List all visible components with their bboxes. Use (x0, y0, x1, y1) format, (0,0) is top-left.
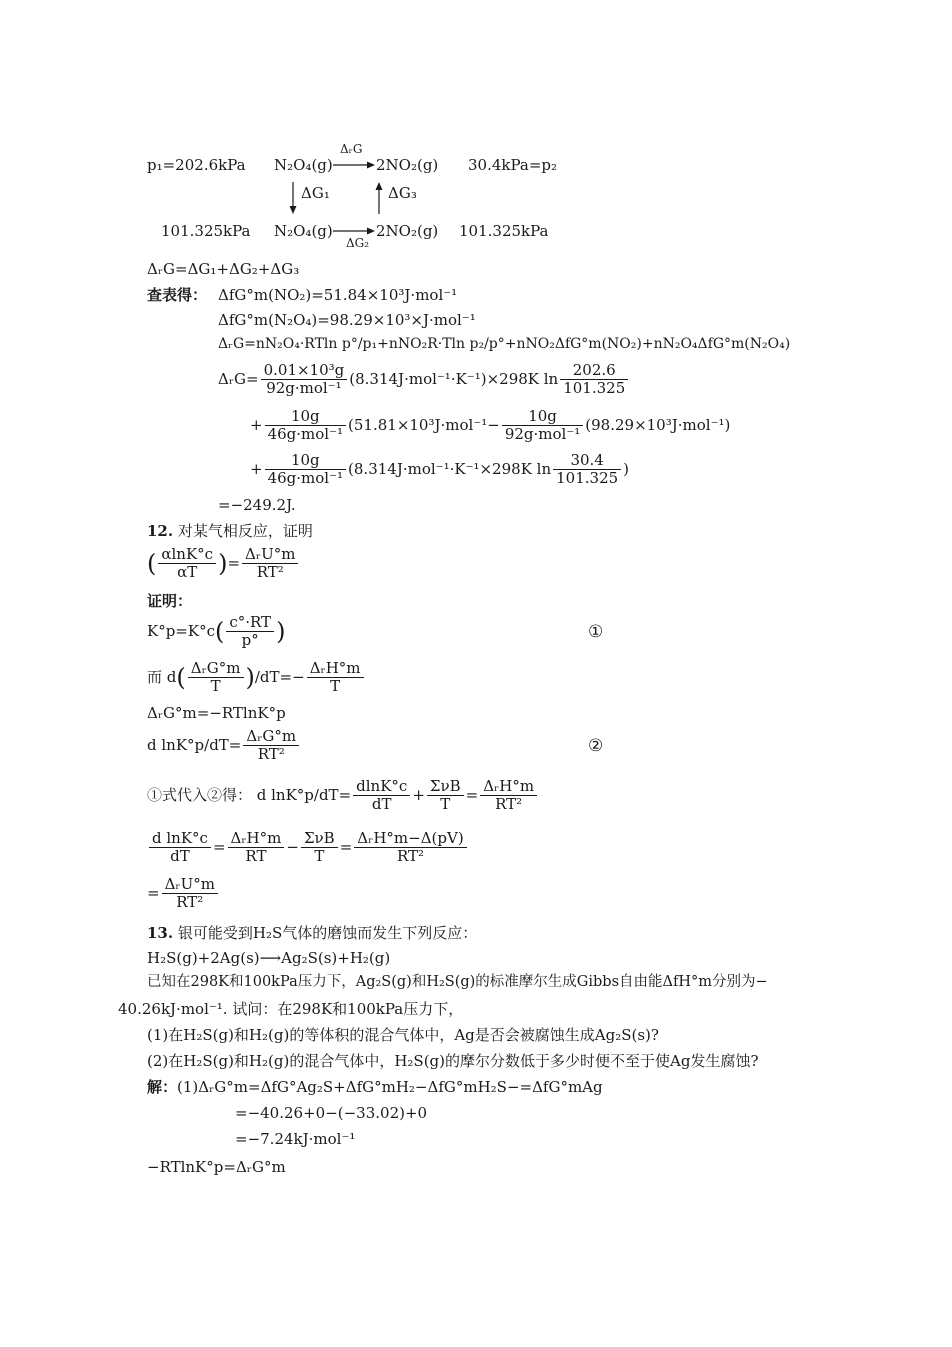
q13-ask-1: (1)在H₂S(g)和H₂(g)的等体积的混合气体中，Ag是否会被腐蚀生成Ag₂S(s)? (147, 1026, 659, 1044)
top-arrow (333, 160, 375, 170)
q12-title (147, 522, 313, 540)
claim-rhs-num: ΔᵣU°m (242, 546, 298, 564)
p2-label: 30.4kPa=p₂ (468, 156, 558, 174)
calc3-ln-fraction (553, 452, 621, 488)
eq4-num: ΔᵣG°m (243, 728, 299, 746)
eq6-num-3: ΣνB (301, 830, 338, 848)
q12-text: 对某气相反应，证明 (177, 522, 313, 540)
eq5-eq: = (465, 785, 479, 804)
result-line: =−249.2J. (218, 496, 296, 514)
eq5-rhs-num: ΔᵣH°m (480, 778, 537, 796)
eq2-den: T (210, 677, 221, 696)
calc2-num-2: 10g (502, 408, 583, 426)
calc3-fraction (265, 452, 346, 488)
eq2-mid: /dT=− (254, 667, 305, 686)
eq5-sum-fraction (427, 778, 464, 814)
eq6-den-3: T (314, 847, 325, 866)
q13-number: 13. (147, 924, 174, 942)
eq5-fraction (353, 778, 410, 814)
eq4-left: d lnK°p/dT= (147, 735, 242, 754)
q13-solution-4: −RTlnK°p=ΔᵣG°m (147, 1158, 286, 1176)
proof-eq2: 而 d( $\frac{\text{ΔᵣG°m}}{T}$ )/dT=− $\frac{\text{ΔᵣH°m}}{T}$ (147, 660, 366, 696)
claim-rhs-den: RT² (256, 563, 284, 582)
calc1-ln-fraction (560, 362, 628, 398)
calc1-mid: (8.314J·mol⁻¹·K⁻¹)×298K ln (349, 369, 559, 388)
calc2-plus: + (250, 415, 263, 434)
q13-solution-2: =−40.26+0−(−33.02)+0 (235, 1104, 428, 1122)
calc2-fraction-2 (502, 408, 583, 444)
eq5-sum-num: ΣνB (427, 778, 464, 796)
eq5-prefix: ①式代入②得： d lnK°p/dT= (147, 785, 352, 804)
claim-fraction (158, 546, 216, 582)
q13-text: 银可能受到H₂S气体的磨蚀而发生下列反应： (177, 924, 478, 942)
bottom-product: 2NO₂(g) (376, 222, 439, 240)
eq7-num: ΔᵣU°m (162, 876, 218, 894)
proof-eq6 (147, 830, 469, 866)
eq5-rhs-fraction (480, 778, 537, 814)
eq6-fraction-2 (228, 830, 285, 866)
claim-den: αT (158, 563, 216, 581)
eq6-den: dT (170, 847, 190, 866)
calc1-ln-num: 202.6 (560, 362, 628, 380)
eq5-num: dlnK°c (353, 778, 410, 796)
eq7-eq: = (147, 883, 160, 902)
claim-rhs-fraction (242, 546, 298, 582)
calc-line-2 (250, 408, 730, 444)
eq7-fraction (162, 876, 218, 912)
calc-line-1 (218, 362, 630, 398)
eq5-sum-den: T (440, 795, 451, 814)
proof-eq3: ΔᵣG°m=−RTlnK°p (147, 704, 286, 722)
calc2-end: (98.29×10³J·mol⁻¹) (585, 415, 731, 434)
eq6-den-4: RT² (396, 847, 424, 866)
claim-num: αlnK°c (161, 545, 214, 563)
sum-equation: ΔᵣG=ΔG₁+ΔG₂+ΔG₃ (147, 260, 300, 278)
eq6-fraction-4 (354, 830, 466, 866)
eq5-den: dT (371, 795, 392, 814)
marker-1: ① (588, 622, 604, 642)
calc-line-3 (250, 452, 629, 488)
eq5-plus: + (412, 785, 425, 804)
bottom-arrow-label: ΔG₂ (346, 236, 370, 250)
eq2-rhs-fraction (307, 660, 364, 696)
proof-eq5 (147, 778, 539, 814)
top-arrow-label: ΔᵣG (340, 142, 363, 156)
top-reactant: N₂O₄(g) (274, 156, 333, 174)
calc3-plus: + (250, 459, 263, 478)
calc1-num: 0.01×10³g (261, 362, 348, 380)
calc3-mid: (8.314J·mol⁻¹·K⁻¹×298K ln (348, 459, 552, 478)
eq2-num: ΔᵣG°m (188, 660, 244, 678)
eq1-fraction (226, 614, 274, 650)
q13-solution-3: =−7.24kJ·mol⁻¹ (235, 1130, 356, 1148)
calc2-fraction (265, 408, 346, 444)
eq5-rhs-den: RT² (495, 795, 523, 814)
p1-label: p₁=202.6kPa (147, 156, 246, 174)
top-product: 2NO₂(g) (376, 156, 439, 174)
bottom-p-right: 101.325kPa (459, 222, 549, 240)
eq6-minus: − (286, 837, 299, 856)
q13-known-2: 40.26kJ·mol⁻¹. 试问：在298K和100kPa压力下， (118, 1000, 464, 1018)
eq2-rhs-num: ΔᵣH°m (307, 660, 364, 678)
proof-label: 证明： (147, 592, 193, 610)
calc3-end: ) (623, 459, 630, 478)
down-arrow (288, 182, 298, 214)
eq6-num: d lnK°c (149, 830, 211, 848)
q13-title (147, 924, 477, 942)
proof-eq4 (147, 728, 301, 764)
bottom-p-left: 101.325kPa (161, 222, 251, 240)
bottom-arrow (333, 226, 375, 236)
eq6-fraction-3 (301, 830, 338, 866)
calc3-ln-den: 101.325 (556, 469, 619, 488)
calc3-ln-num: 30.4 (553, 452, 621, 470)
up-arrow (374, 182, 384, 214)
eq6-eq1: = (212, 837, 226, 856)
calc1-fraction (261, 362, 348, 398)
eq6-fraction-1 (149, 830, 211, 866)
eq1-left: K°p=K°c (147, 621, 215, 640)
eq2-rhs-den: T (330, 677, 341, 696)
marker-2: ② (588, 736, 604, 756)
lookup-label: 查表得： (147, 286, 208, 304)
dg1-label: ΔG₁ (301, 184, 330, 202)
calc3-den: 46g·mol⁻¹ (267, 469, 344, 488)
eq6-eq2: = (339, 837, 353, 856)
calc1-ln-den: 101.325 (563, 379, 626, 398)
proof-eq7 (147, 876, 220, 912)
q12-claim: ( $\frac{\alpha\ln K^\circ c}{\alpha T}$ )= $\frac{\text{ΔᵣU°m}}{\text{RT²}}$ (147, 546, 300, 582)
solution-eq1: (1)ΔᵣG°m=ΔfG°Ag₂S+ΔfG°mH₂−ΔfG°mH₂S−=ΔfG°mAg (177, 1078, 603, 1096)
lookup-no2: ΔfG°m(NO₂)=51.84×10³J·mol⁻¹ (218, 286, 458, 304)
lookup-n2o4: ΔfG°m(N₂O₄)=98.29×10³×J·mol⁻¹ (218, 311, 476, 329)
calc2-den-2: 92g·mol⁻¹ (504, 425, 581, 444)
calc1-prefix: ΔᵣG= (218, 369, 259, 388)
eq1-num: c°·RT (226, 614, 274, 632)
q13-ask-2: (2)在H₂S(g)和H₂(g)的混合气体中，H₂S(g)的摩尔分数低于多少时便不至于使Ag发生腐蚀? (147, 1052, 759, 1070)
eq2-prefix: 而 d (147, 667, 177, 686)
q13-solution-1 (147, 1078, 603, 1096)
bottom-reactant: N₂O₄(g) (274, 222, 333, 240)
eq7-den: RT² (176, 893, 204, 912)
q13-known-1: 已知在298K和100kPa压力下，Ag₂S(g)和H₂S(g)的标准摩尔生成Gibbs自由能ΔfH°m分别为− (147, 974, 768, 990)
calc3-num: 10g (265, 452, 346, 470)
q12-number: 12. (147, 522, 174, 540)
calc1-den: 92g·mol⁻¹ (266, 379, 342, 398)
proof-eq1: K°p=K°c( $\frac{c^\circ\cdot RT}{p^\circ}$ ) (147, 613, 286, 650)
expression-line: ΔᵣG=nN₂O₄·RTln p°/p₁+nNO₂R·Tln p₂/p°+nNO₂ΔfG°m(NO₂)+nN₂O₄ΔfG°m(N₂O₄) (218, 336, 791, 352)
eq4-den: RT² (257, 745, 285, 764)
eq6-num-4: ΔᵣH°m−Δ(pV) (354, 830, 466, 848)
dg3-label: ΔG₃ (388, 184, 417, 202)
eq6-num-2: ΔᵣH°m (228, 830, 285, 848)
calc2-mid: (51.81×10³J·mol⁻¹− (348, 415, 500, 434)
q13-reaction: H₂S(g)+2Ag(s)⟶Ag₂S(s)+H₂(g) (147, 949, 391, 967)
eq2-fraction (188, 660, 244, 696)
eq6-den-2: RT (245, 847, 267, 866)
calc2-num: 10g (265, 408, 346, 426)
eq1-den: p° (241, 631, 259, 650)
calc2-den: 46g·mol⁻¹ (267, 425, 344, 444)
solution-label: 解： (147, 1078, 178, 1096)
eq4-fraction (243, 728, 299, 764)
